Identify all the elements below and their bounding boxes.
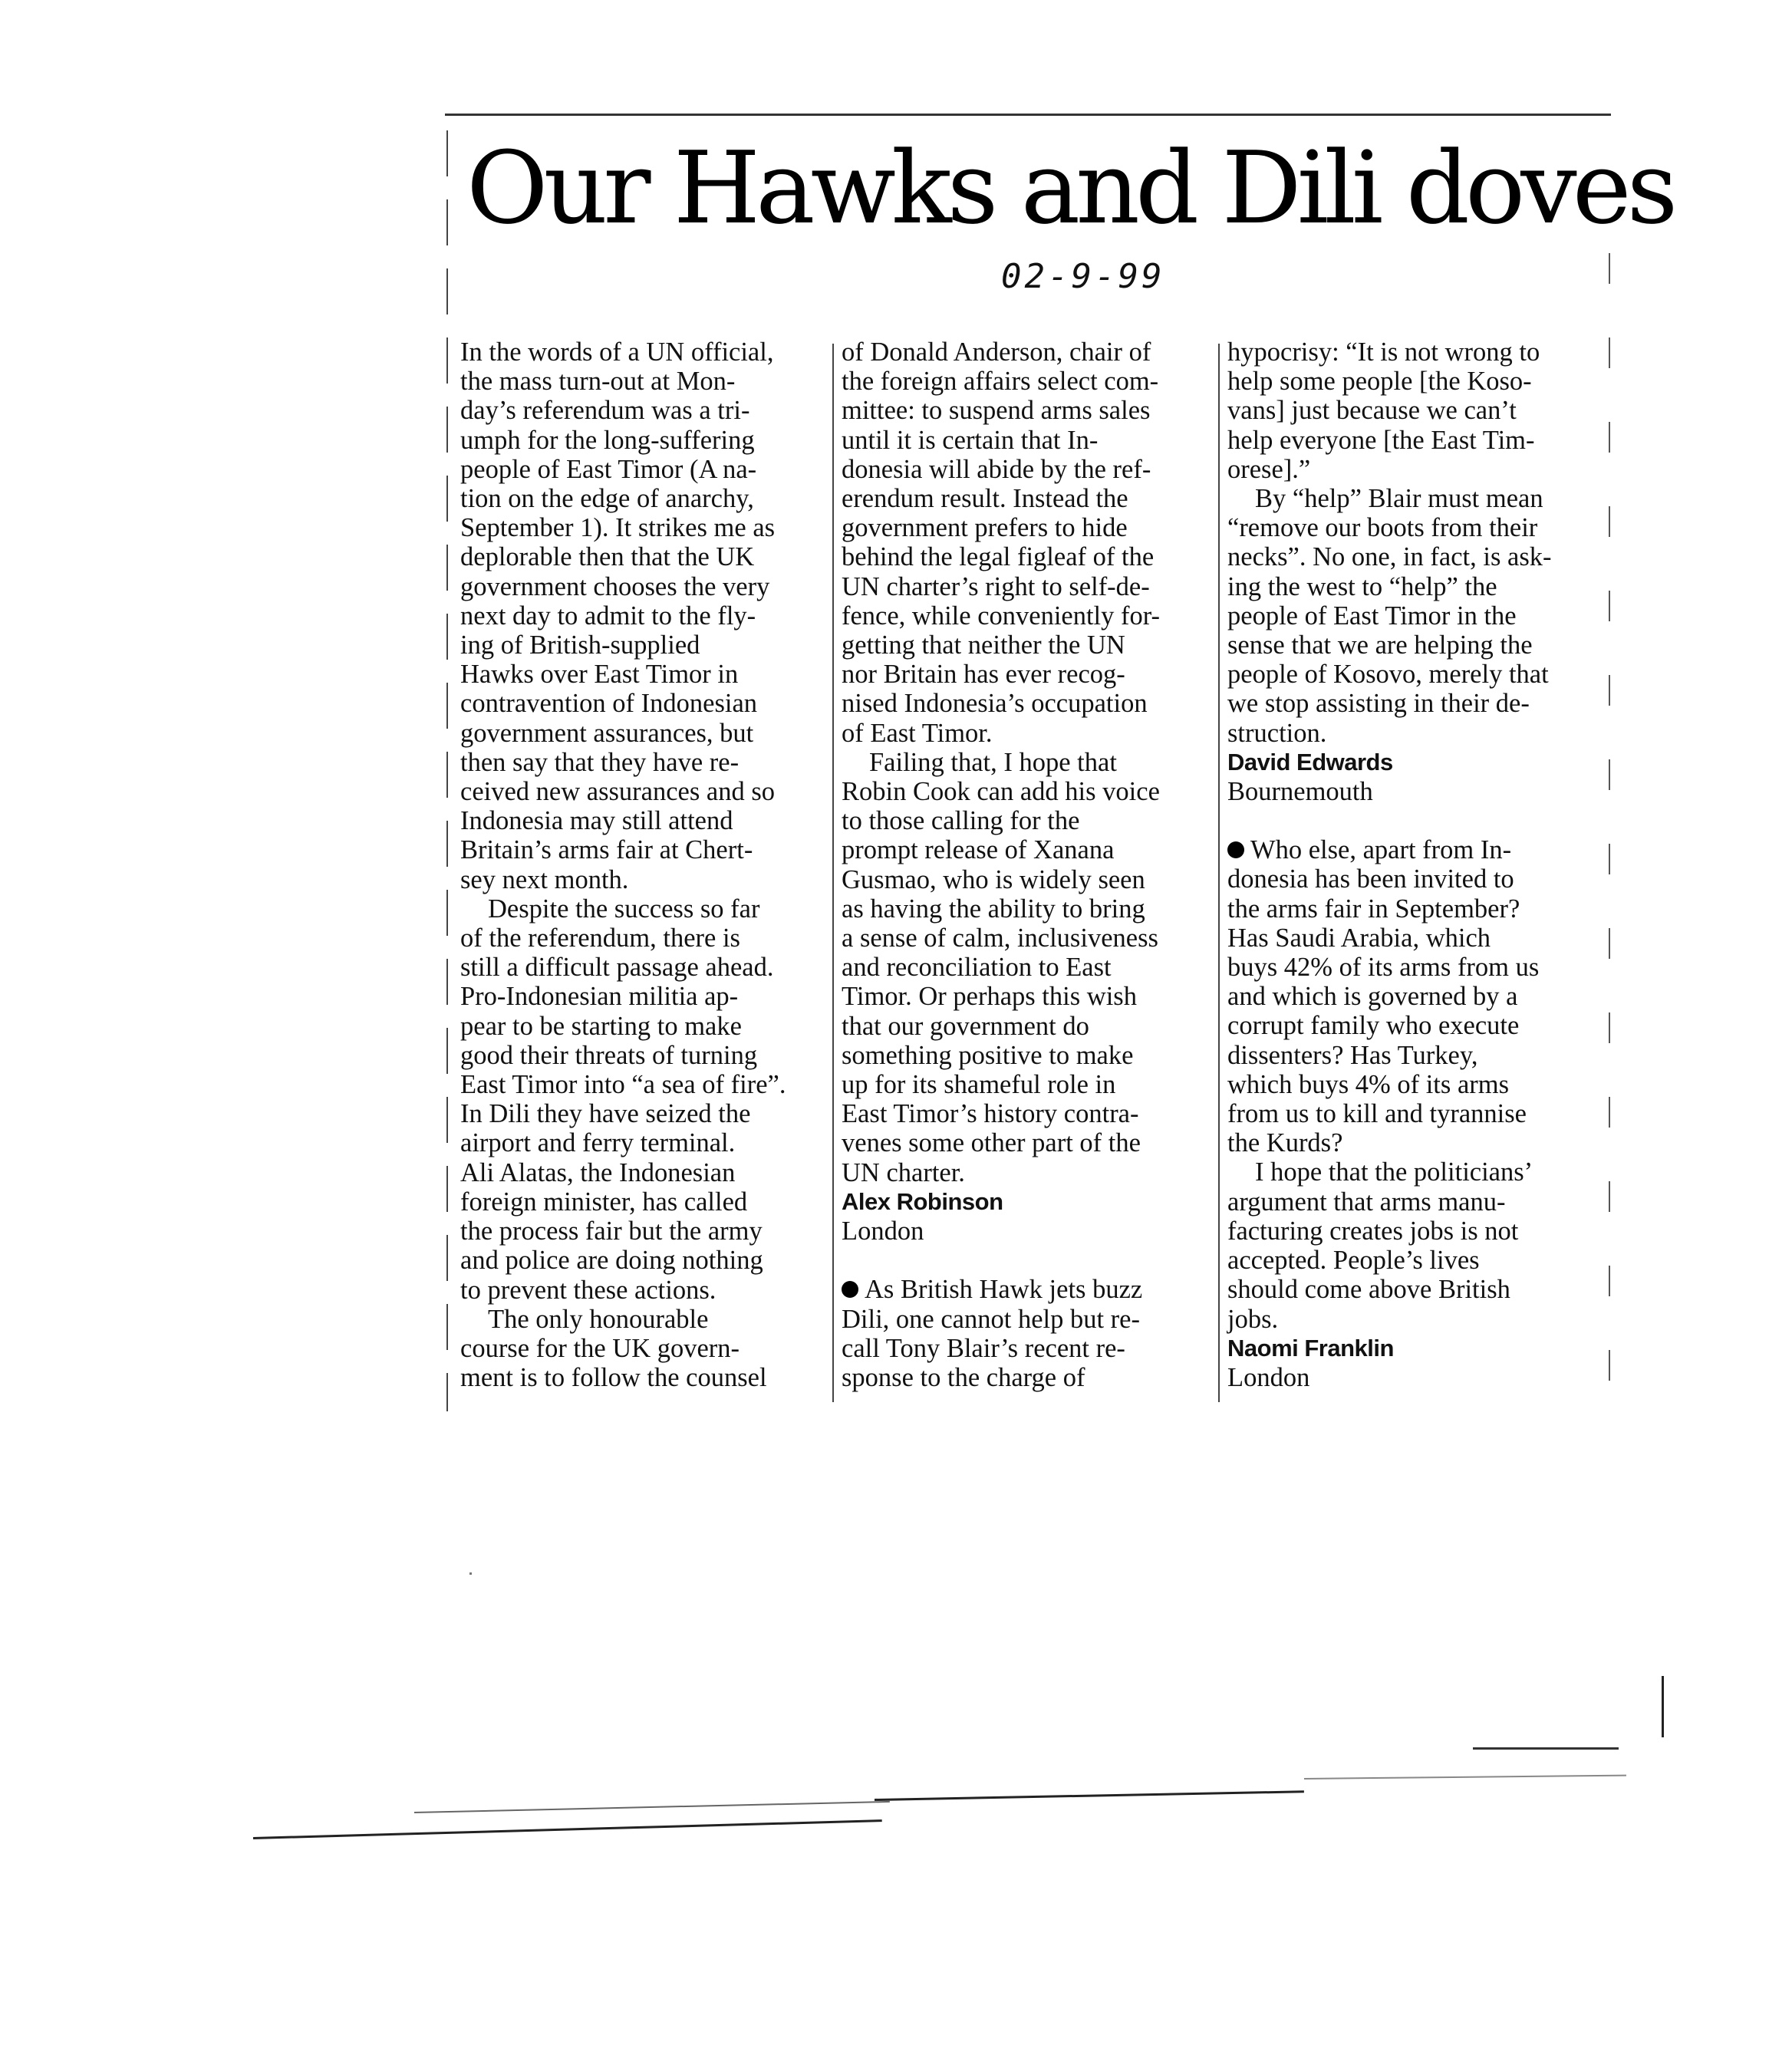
body-text-line: orese].” — [1227, 454, 1311, 484]
body-text-line: sponse to the charge of — [842, 1362, 1085, 1392]
body-text-line: call Tony Blair’s recent re- — [842, 1333, 1125, 1363]
letter-column-3 — [1227, 337, 1603, 1392]
body-text-line: dissenters? Has Turkey, — [1227, 1040, 1478, 1070]
scan-artifact-line — [253, 1819, 882, 1839]
body-text-line: Timor. Or perhaps this wish — [842, 982, 1137, 1012]
body-text-line: still a difficult passage ahead. — [460, 953, 774, 983]
handwritten-date: 02-9-99 — [1001, 257, 1165, 296]
body-text-line: and reconciliation to East — [842, 953, 1112, 983]
body-text-line: umph for the long-suffering — [460, 425, 755, 455]
body-text-line: UN charter’s right to self-de- — [842, 571, 1150, 601]
body-text-line: erendum result. Instead the — [842, 484, 1128, 514]
body-text-line: people of East Timor (A na- — [460, 454, 757, 484]
body-text-line: which buys 4% of its arms — [1227, 1069, 1510, 1099]
body-text-line: the Kurds? — [1227, 1128, 1343, 1158]
body-text-line: Dili, one cannot help but re- — [842, 1304, 1140, 1334]
body-text-line: venes some other part of the — [842, 1128, 1141, 1158]
body-text-line: necks”. No one, in fact, is ask- — [1227, 542, 1552, 572]
body-text-line: help some people [the Koso- — [1227, 367, 1532, 397]
body-text-line: nor Britain has ever recog- — [842, 660, 1125, 690]
body-text-line: good their threats of turning — [460, 1040, 758, 1070]
body-text-line: of East Timor. — [842, 718, 993, 748]
body-text-line: people of Kosovo, merely that — [1227, 660, 1549, 690]
body-text-line: tion on the edge of anarchy, — [460, 484, 754, 514]
body-text-line: mittee: to suspend arms sales — [842, 396, 1151, 426]
scan-speck — [469, 1572, 472, 1575]
body-text-line: “remove our boots from their — [1227, 513, 1538, 543]
body-text-line: up for its shameful role in — [842, 1070, 1116, 1100]
column-divider — [1218, 344, 1220, 1402]
signature-place: London — [1227, 1362, 1310, 1392]
body-text-line: pear to be starting to make — [460, 1011, 742, 1041]
headline: Our Hawks and Dili doves — [466, 130, 1674, 246]
body-text-line: facturing creates jobs is not — [1227, 1216, 1519, 1246]
body-text-line: nised Indonesia’s occupation — [842, 689, 1148, 719]
clipping-left-edge — [446, 130, 448, 1411]
body-text-line: help everyone [the East Tim- — [1227, 425, 1535, 455]
body-text-line: By “help” Blair must mean — [1255, 484, 1543, 514]
body-text-line: Gusmao, who is widely seen — [842, 864, 1145, 894]
body-text-line: getting that neither the UN — [842, 631, 1125, 660]
signature-name: Alex Robinson — [842, 1187, 1003, 1215]
body-text-line: ing of British-supplied — [460, 631, 700, 660]
body-text-line: the process fair but the army — [460, 1217, 763, 1246]
body-text-line: I hope that the politicians’ — [1255, 1157, 1533, 1187]
body-text-line: In Dili they have seized the — [460, 1099, 751, 1129]
body-text-line: sense that we are helping the — [1227, 631, 1533, 660]
body-text-line: contravention of Indonesian — [460, 689, 758, 719]
body-text-line: we stop assisting in their de- — [1227, 689, 1530, 719]
body-text-line: September 1). It strikes me as — [460, 513, 776, 543]
bullet-icon — [1227, 841, 1244, 858]
body-text-line: Pro-Indonesian militia ap- — [460, 982, 739, 1012]
body-text-line: until it is certain that In- — [842, 425, 1099, 455]
body-text-line: should come above British — [1227, 1275, 1510, 1305]
body-text-line: deplorable then that the UK — [460, 542, 755, 572]
body-text-line: to those calling for the — [842, 806, 1080, 836]
body-text-line: UN charter. — [842, 1157, 965, 1187]
body-text-line: sey next month. — [460, 864, 629, 894]
body-text-line: day’s referendum was a tri- — [460, 396, 750, 426]
letter-column-1 — [460, 337, 836, 1392]
body-text-line: prompt release of Xanana — [842, 835, 1115, 865]
body-text-line: Britain’s arms fair at Chert- — [460, 835, 753, 865]
body-text-line: Despite the success so far — [488, 894, 760, 924]
body-text-line: to prevent these actions. — [460, 1275, 716, 1305]
body-text-line: Has Saudi Arabia, which — [1227, 923, 1491, 953]
body-text-line: ment is to follow the counsel — [460, 1363, 767, 1393]
body-text-line: Robin Cook can add his voice — [842, 777, 1160, 807]
scan-artifact-line — [875, 1790, 1304, 1801]
letter-column-2 — [842, 337, 1217, 1392]
scan-artifact-line — [1473, 1747, 1619, 1750]
body-text-line: struction. — [1227, 718, 1327, 748]
body-text-line: jobs. — [1227, 1304, 1279, 1334]
body-text-line — [842, 1275, 1217, 1304]
body-text-line: people of East Timor in the — [1227, 601, 1517, 631]
body-text-line: of Donald Anderson, chair of — [842, 337, 1151, 367]
body-text-line: something positive to make — [842, 1040, 1134, 1070]
body-text-line: government chooses the very — [460, 571, 770, 601]
scan-artifact-line — [1304, 1775, 1626, 1780]
body-text-line: Indonesia may still attend — [460, 806, 733, 836]
signature-name: David Edwards — [1227, 748, 1393, 775]
body-text-line: hypocrisy: “It is not wrong to — [1227, 337, 1540, 367]
body-text-line: argument that arms manu- — [1227, 1187, 1506, 1217]
body-text-line: a sense of calm, inclusiveness — [842, 924, 1158, 953]
scan-artifact-mark — [1662, 1676, 1664, 1737]
body-text-line: behind the legal figleaf of the — [842, 542, 1155, 572]
scan-artifact-line — [414, 1801, 890, 1813]
body-text-line: the mass turn-out at Mon- — [460, 367, 736, 397]
body-text-line: East Timor into “a sea of fire”. — [460, 1070, 786, 1100]
body-text-line: In the words of a UN official, — [460, 337, 774, 367]
body-text-line: that our government do — [842, 1011, 1089, 1041]
signature-place: Bournemouth — [1227, 777, 1373, 807]
body-text-line: buys 42% of its arms from us — [1227, 953, 1540, 983]
body-text-line: and police are doing nothing — [460, 1246, 763, 1276]
body-text-line: next day to admit to the fly- — [460, 601, 756, 631]
body-text-line: East Timor’s history contra- — [842, 1099, 1139, 1129]
clipping-right-edge — [1609, 253, 1610, 1419]
body-text: Who else, apart from In- — [1250, 835, 1512, 865]
body-text-line: then say that they have re- — [460, 747, 740, 777]
body-text-line: government assurances, but — [460, 718, 754, 748]
signature-name: Naomi Franklin — [1227, 1334, 1394, 1361]
body-text-line: airport and ferry terminal. — [460, 1128, 736, 1158]
body-text-line: the arms fair in September? — [1227, 894, 1520, 924]
body-text-line: course for the UK govern- — [460, 1333, 740, 1363]
top-rule — [445, 114, 1611, 116]
body-text-line: Ali Alatas, the Indonesian — [460, 1157, 736, 1187]
body-text-line: as having the ability to bring — [842, 894, 1145, 924]
body-text-line: and which is governed by a — [1227, 982, 1518, 1012]
body-text-line: the foreign affairs select com- — [842, 367, 1159, 397]
body-text-line: The only honourable — [488, 1304, 709, 1334]
body-text-line: vans] just because we can’t — [1227, 396, 1517, 426]
body-text-line: donesia will abide by the ref- — [842, 454, 1151, 484]
body-text-line: ceived new assurances and so — [460, 777, 776, 807]
body-text-line: accepted. People’s lives — [1227, 1246, 1480, 1276]
bullet-icon — [842, 1281, 858, 1298]
body-text-line: corrupt family who execute — [1227, 1011, 1520, 1041]
body-text-line: foreign minister, has called — [460, 1187, 748, 1217]
body-text-line: fence, while conveniently for- — [842, 601, 1161, 631]
body-text-line: Failing that, I hope that — [869, 747, 1117, 777]
body-text-line: of the referendum, there is — [460, 924, 740, 953]
body-text-line: donesia has been invited to — [1227, 864, 1514, 894]
body-text-line: from us to kill and tyrannise — [1227, 1099, 1527, 1129]
body-text-line: ing the west to “help” the — [1227, 571, 1497, 601]
signature-place: London — [842, 1217, 924, 1246]
body-text-line — [1227, 835, 1603, 864]
body-text: As British Hawk jets buzz — [865, 1275, 1143, 1305]
body-text-line: Hawks over East Timor in — [460, 660, 739, 690]
body-text-line: government prefers to hide — [842, 513, 1128, 543]
